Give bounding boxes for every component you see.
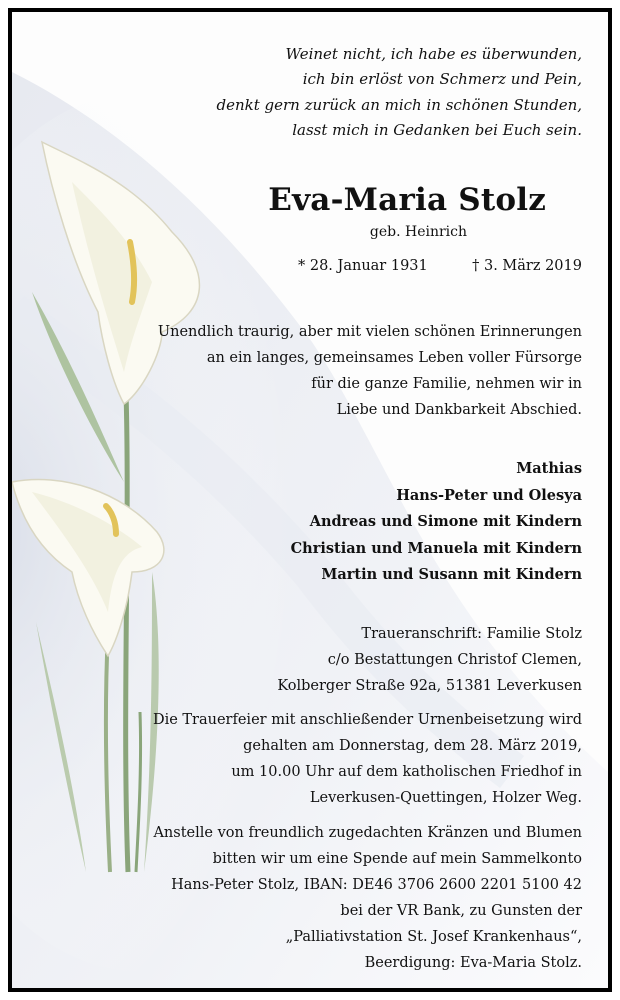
address-line: Traueranschrift: Familie Stolz (361, 626, 582, 642)
funeral-line: gehalten am Donnerstag, dem 28. März 2019, (243, 738, 582, 754)
family-line: Andreas und Simone mit Kindern (309, 513, 582, 531)
family-line: Hans-Peter und Olesya (396, 486, 582, 504)
donation-line: bei der VR Bank, zu Gunsten der (340, 903, 582, 919)
address-line: c/o Bestattungen Christof Clemen, (327, 652, 582, 668)
deceased-name: Eva-Maria Stolz (268, 182, 546, 218)
family-line: Christian und Manuela mit Kindern (290, 539, 582, 557)
family-line: Mathias (516, 460, 582, 477)
donation-line: Anstelle von freundlich zugedachten Kränzen und Blumen (153, 825, 582, 841)
funeral-line: Leverkusen-Quettingen, Holzer Weg. (309, 790, 582, 806)
birth-name: geb. Heinrich (369, 224, 467, 240)
intro-line: an ein langes, gemeinsames Leben voller Fürsorge (206, 350, 582, 366)
donation-line: Hans-Peter Stolz, IBAN: DE46 3706 2600 2201 5100 42 (171, 877, 582, 893)
funeral-line: um 10.00 Uhr auf dem katholischen Friedhof in (231, 764, 582, 780)
family-line: Martin und Susann mit Kindern (321, 566, 582, 584)
funeral-line: Die Trauerfeier mit anschließender Urnenbeisetzung wird (152, 712, 582, 728)
intro-line: für die ganze Familie, nehmen wir in (311, 376, 582, 392)
mourning-address (277, 621, 582, 699)
poem (217, 42, 583, 143)
donation-line: Beerdigung: Eva-Maria Stolz. (364, 955, 582, 971)
poem-line: lasst mich in Gedanken bei Euch sein. (292, 120, 582, 139)
poem-line: Weinet nicht, ich habe es überwunden, (285, 45, 582, 63)
poem-line: ich bin erlöst von Schmerz und Pein, (302, 70, 582, 89)
obituary-card (8, 8, 612, 992)
donation-line: bitten wir um eine Spende auf mein Sammelkonto (212, 851, 582, 867)
donation-line: „Palliativstation St. Josef Krankenhaus“, (285, 929, 582, 945)
family-names (291, 456, 582, 589)
intro-line: Unendlich traurig, aber mit vielen schönen Erinnerungen (157, 324, 582, 340)
intro-text (158, 319, 582, 423)
intro-line: Liebe und Dankbarkeit Abschied. (336, 402, 582, 418)
poem-line: denkt gern zurück an mich in schönen Stunden, (216, 95, 582, 114)
donation-request (153, 820, 582, 976)
birth-date: * 28. Januar 1931 (298, 258, 428, 274)
address-line: Kolberger Straße 92a, 51381 Leverkusen (277, 678, 582, 694)
funeral-details (153, 707, 582, 811)
death-date: † 3. März 2019 (472, 258, 582, 274)
